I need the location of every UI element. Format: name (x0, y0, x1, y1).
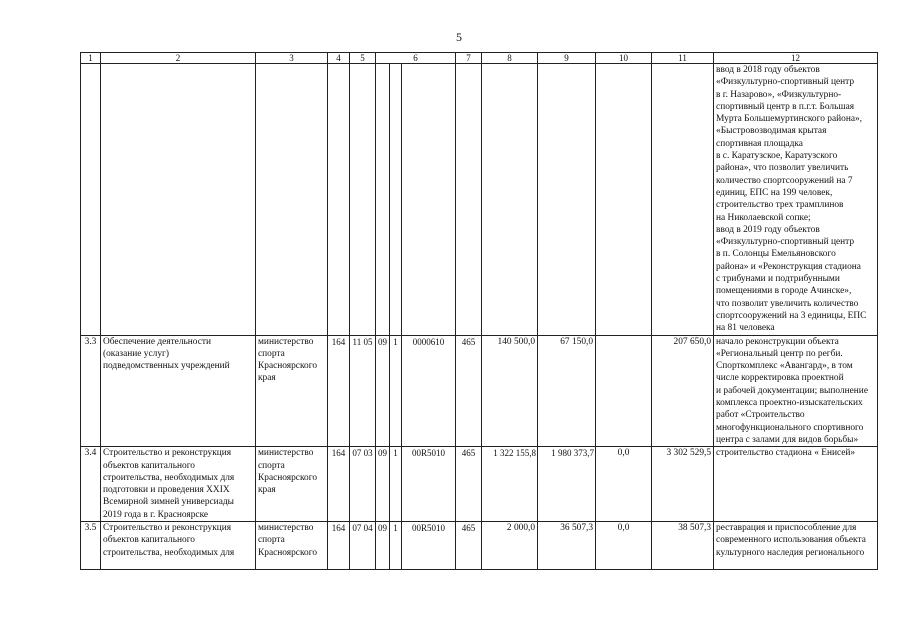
column-header-row (81, 53, 878, 64)
cell-year-3: 0,0 (596, 521, 652, 569)
cell-rzpr: 07 03 (350, 447, 376, 522)
cell-total: 38 507,3 (652, 521, 714, 569)
cell-year-3 (596, 335, 652, 447)
cell-result: реставрация и приспособление для современного использования объекта культурного наследия регионального (714, 521, 878, 569)
column-header: 12 (714, 53, 878, 64)
column-header: 3 (256, 53, 328, 64)
table-row (81, 521, 878, 569)
cell-vr: 465 (456, 521, 482, 569)
column-header: 2 (101, 53, 256, 64)
cell-name: Строительство и реконструкция объектов капитального строительства, необходимых для (101, 521, 256, 569)
budget-table (80, 52, 878, 570)
cell-result: строительство стадиона « Енисей» (714, 447, 878, 522)
cell-year-2: 67 150,0 (538, 335, 596, 447)
column-header: 7 (456, 53, 482, 64)
cell-csr-code: 00R5010 (402, 447, 456, 522)
cell-executor: министерство спорта Красноярского края (256, 335, 328, 447)
cell-csr-sub: 1 (390, 335, 402, 447)
cell-year-1: 2 000,0 (482, 521, 538, 569)
cell-rzpr: 07 04 (350, 521, 376, 569)
cell-csr-program: 09 (376, 521, 390, 569)
cell-number: 3.3 (81, 335, 101, 447)
column-header: 8 (482, 53, 538, 64)
cell-total: 3 302 529,5 (652, 447, 714, 522)
cell-rzpr: 11 05 (350, 335, 376, 447)
cell-result: ввод в 2018 году объектов «Физкультурно-спортивный центр в г. Назарово», «Физкультурно- спортивный центр в п.г.т. Большая Мурта Большемуртинского района», «Быстровозводимая крытая спортивная площадка в с. Каратузское, Каратузского района», что позволит увеличить количество спортсооружений на 7 единиц, ЕПС на 199 человек, строительство трех трамплинов на Николаевской сопке; ввод в 2019 году объектов «Физкультурно-спортивный центр в п. Солонцы Емельяновского района» и «Реконструкция стадиона с трибунами и подтрибунными помещениями в городе Ачинске», что позволит увеличить количество спортсооружений на 3 единицы, ЕПС на 81 человека (714, 64, 878, 336)
cell-name: Строительство и реконструкция объектов капитального строительства, необходимых для подготовки и проведения XXIX Всемирной зимней универсиады 2019 года в г. Красноярске (101, 447, 256, 522)
cell-year-2: 1 980 373,7 (538, 447, 596, 522)
column-header: 1 (81, 53, 101, 64)
cell-total: 207 650,0 (652, 335, 714, 447)
column-header: 6 (376, 53, 456, 64)
column-header: 10 (596, 53, 652, 64)
cell-csr-code: 00R5010 (402, 521, 456, 569)
cell-name: Обеспечение деятельности (оказание услуг) подведомственных учреждений (101, 335, 256, 447)
cell-grbs: 164 (328, 335, 350, 447)
cell-csr-program: 09 (376, 335, 390, 447)
cell-number: 3.4 (81, 447, 101, 522)
table-row-continued (81, 64, 878, 336)
cell-csr-sub: 1 (390, 447, 402, 522)
cell-year-1: 1 322 155,8 (482, 447, 538, 522)
cell-result: начало реконструкции объекта «Региональный центр по регби. Спорткомплекс «Авангард», в том числе корректировка проектной и рабочей документации; выполнение комплекса проектно-изыскательских работ «Строительство многофункционального спортивного центра с залами для видов борьбы» (714, 335, 878, 447)
page-number: 5 (456, 30, 462, 44)
cell-executor: министерство спорта Красноярского (256, 521, 328, 569)
cell-executor: министерство спорта Красноярского края (256, 447, 328, 522)
cell-number: 3.5 (81, 521, 101, 569)
cell-csr-program: 09 (376, 447, 390, 522)
cell-vr: 465 (456, 447, 482, 522)
cell-year-2: 36 507,3 (538, 521, 596, 569)
table-row (81, 447, 878, 522)
cell-year-3: 0,0 (596, 447, 652, 522)
cell-grbs: 164 (328, 447, 350, 522)
column-header: 9 (538, 53, 596, 64)
cell-vr: 465 (456, 335, 482, 447)
cell-year-1: 140 500,0 (482, 335, 538, 447)
cell-csr-code: 0000610 (402, 335, 456, 447)
cell-csr-sub: 1 (390, 521, 402, 569)
table-row (81, 335, 878, 447)
column-header: 11 (652, 53, 714, 64)
column-header: 5 (350, 53, 376, 64)
cell-grbs: 164 (328, 521, 350, 569)
column-header: 4 (328, 53, 350, 64)
